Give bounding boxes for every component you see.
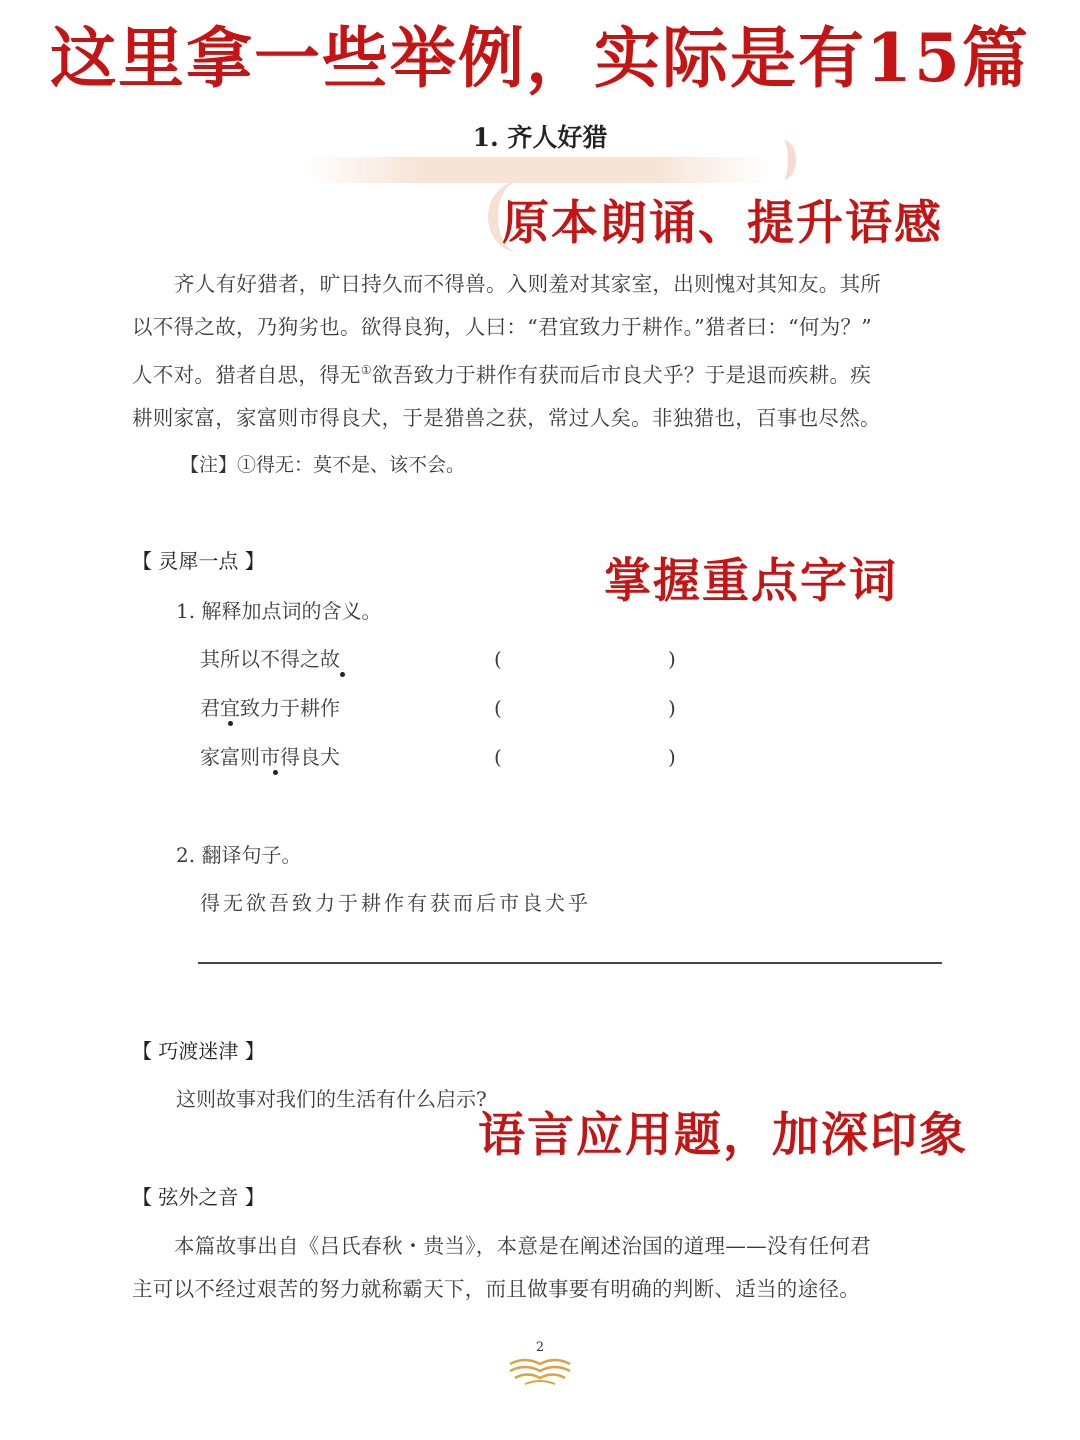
reflection-question: 这则故事对我们的生活有什么启示? (176, 1087, 487, 1111)
passage-line-3a: 人不对。猎者自思，得无 (132, 362, 361, 387)
lesson-title: 1. 齐人好猎 (472, 123, 608, 152)
commentary-line-1: 本篇故事出自《吕氏春秋・贵当》，本意是在阐述治国的道理——没有任何君 (174, 1234, 871, 1258)
passage-line-2: 以不得之故，乃狗劣也。欲得良狗，人曰：“君宜致力于耕作。”猎者曰：“何为？” (132, 315, 873, 339)
answer-paren-open-3: ( (494, 745, 502, 769)
answer-paren-close-2: ) (668, 696, 676, 720)
answer-paren-open-2: ( (494, 696, 502, 720)
footnote-marker: ① (360, 363, 372, 377)
definition-item-1: 其所以不得之故 (200, 647, 340, 671)
answer-line (198, 962, 942, 964)
passage-line-1: 齐人有好猎者，旷日持久而不得兽。入则羞对其家室，出则愧对其知友。其所 (174, 272, 882, 296)
label-apply: 语言应用题，加深印象 (478, 1108, 968, 1163)
definition-item-3: 家富则市得良犬 (200, 745, 340, 769)
definition-item-2: 君宜致力于耕作 (200, 696, 340, 720)
translate-sentence: 得无欲吾致力于耕作有获而后市良犬乎 (200, 891, 591, 915)
page-number: 2 (535, 1340, 545, 1355)
answer-paren-close-3: ) (668, 745, 676, 769)
emphasis-dot (273, 770, 278, 775)
passage-line-3 (132, 349, 944, 397)
section-heading-xianwai: 【 弦外之音 】 (132, 1185, 265, 1209)
commentary (132, 1225, 944, 1311)
answer-paren-close-1: ) (668, 647, 676, 671)
wave-ornament-icon (505, 1356, 575, 1390)
answer-paren-open-1: ( (494, 647, 502, 671)
passage-line-3b: 欲吾致力于耕作有获而后市良犬乎？于是退而疾耕。疾 (371, 362, 872, 387)
section-heading-lingxi: 【 灵犀一点 】 (132, 549, 265, 573)
label-keywords: 掌握重点字词 (604, 554, 898, 609)
promo-banner-title: 这里拿一些举例，实际是有15篇 (50, 19, 1030, 97)
emphasis-dot (228, 721, 233, 726)
title-decoration-band (305, 157, 770, 183)
section-heading-qiaodu: 【 巧渡迷津 】 (132, 1039, 265, 1063)
commentary-line-2: 主可以不经过艰苦的努力就称霸天下，而且做事要有明确的判断、适当的途径。 (132, 1277, 860, 1301)
question-2: 2. 翻译句子。 (176, 843, 302, 867)
label-recite: 原本朗诵、提升语感 (502, 196, 943, 251)
emphasis-dot (340, 672, 345, 677)
passage-line-4: 耕则家富，家富则市得良犬，于是猎兽之获，常过人矣。非独猎也，百事也尽然。 (132, 405, 881, 430)
question-1: 1. 解释加点词的含义。 (176, 599, 382, 623)
classical-passage (132, 263, 944, 440)
footnote: 【注】①得无：莫不是、该不会。 (180, 454, 466, 476)
